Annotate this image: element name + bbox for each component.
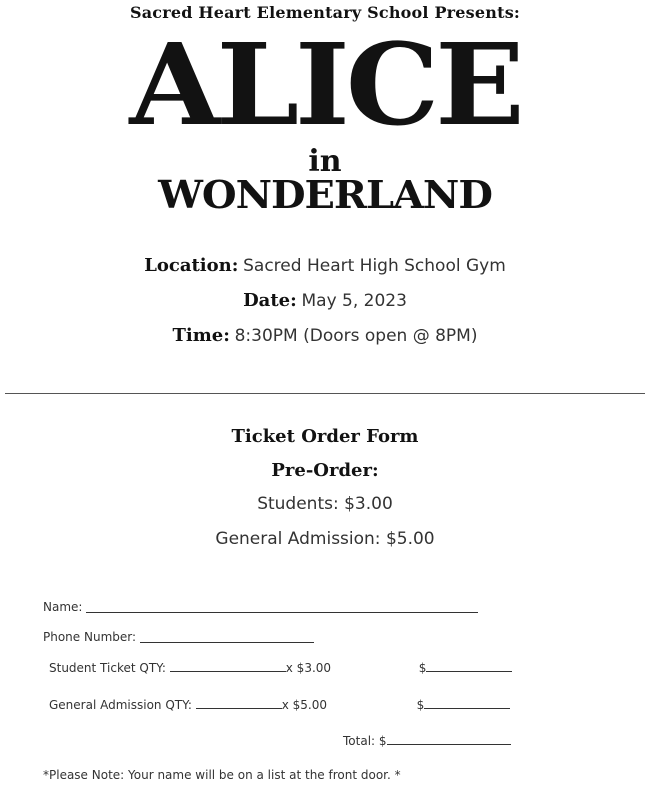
student-dollar-sign: $ [418,661,427,675]
phone-field-line [140,630,314,643]
general-dollar-sign: $ [416,698,425,712]
name-field[interactable] [86,600,478,614]
student-qty-label: Student Ticket QTY: [49,661,166,675]
title-in: in [308,144,342,179]
phone-label: Phone Number: [43,630,137,644]
total-label: Total: $ [343,734,387,748]
total-field[interactable] [387,732,511,745]
time-line [0,324,650,348]
name-label: Name: [43,600,83,614]
phone-field[interactable] [140,630,314,644]
date-line [0,289,650,313]
section-divider [5,393,645,394]
order-form-title: Ticket Order Form [231,426,419,447]
general-ticket-row [49,696,510,712]
location-value: Sacred Heart High School Gym [243,256,506,276]
student-qty-field[interactable] [170,659,286,672]
students-price: Students: $3.00 [257,494,393,514]
location-line [0,254,650,278]
name-field-line [86,600,478,613]
total-row [343,732,511,748]
student-multiplier: x $3.00 [285,661,332,675]
preorder-heading: Pre-Order: [271,460,379,481]
student-subtotal-field[interactable] [426,659,512,672]
general-qty-label: General Admission QTY: [49,698,192,712]
general-subtotal-field[interactable] [424,696,510,709]
general-multiplier: x $5.00 [281,698,328,712]
time-label: Time: [172,325,230,346]
date-label: Date: [243,290,297,311]
time-value: 8:30PM (Doors open @ 8PM) [234,326,478,346]
title-wonderland: WONDERLAND [158,172,492,217]
date-value: May 5, 2023 [301,291,407,311]
general-admission-price: General Admission: $5.00 [215,529,435,549]
front-door-note: *Please Note: Your name will be on a list at the front door. * [43,768,401,782]
name-row [43,600,478,614]
student-ticket-row [49,659,512,675]
presents-heading: Sacred Heart Elementary School Presents: [129,3,521,22]
location-label: Location: [144,255,239,276]
title-alice: ALICE [129,20,521,151]
phone-row [43,630,314,644]
general-qty-field[interactable] [196,696,282,709]
